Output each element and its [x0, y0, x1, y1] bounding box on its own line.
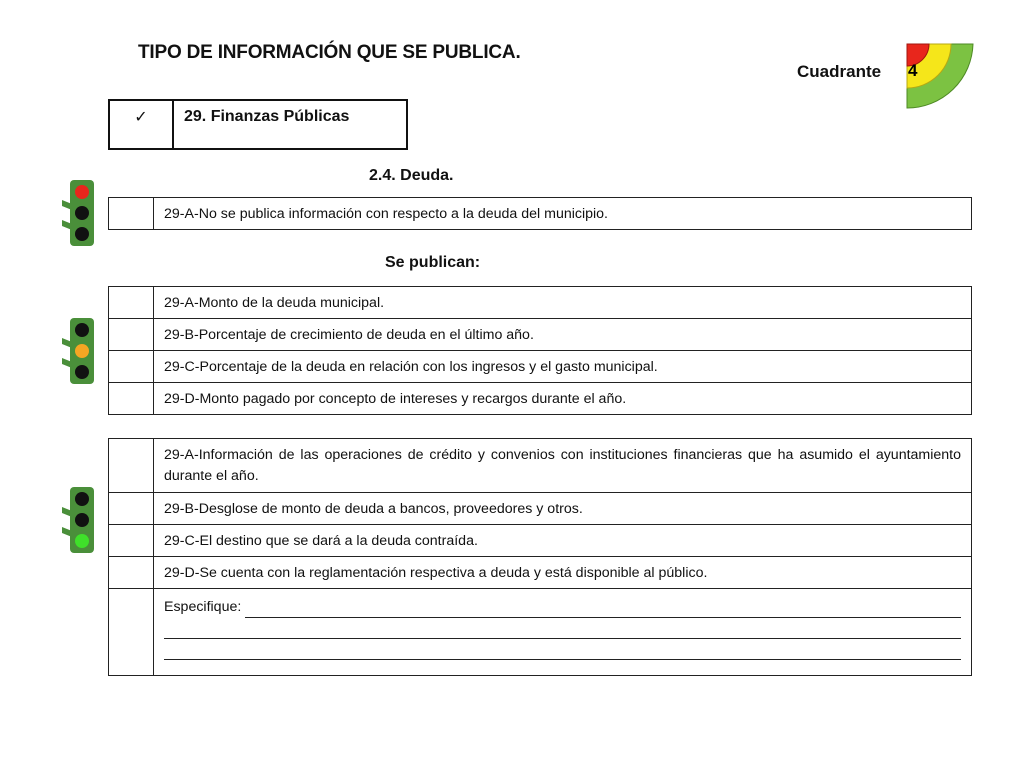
specify-cell[interactable]	[154, 589, 972, 676]
item-text: 29-B-Desglose de monto de deuda a bancos, proveedores y otros.	[154, 493, 972, 525]
traffic-light-yellow-icon	[60, 318, 94, 384]
checkbox-cell[interactable]	[109, 319, 154, 351]
page-title: TIPO DE INFORMACIÓN QUE SE PUBLICA.	[138, 42, 521, 63]
specify-line[interactable]	[164, 618, 961, 639]
section-title: 29. Finanzas Públicas	[173, 100, 407, 149]
item-text: 29-A-Monto de la deuda municipal.	[154, 287, 972, 319]
traffic-light-red-icon	[60, 180, 94, 246]
table-row	[109, 525, 972, 557]
published-advanced-table	[108, 438, 972, 676]
table-row	[109, 557, 972, 589]
specify-label: Especifique:	[164, 599, 242, 615]
table-row	[109, 589, 972, 676]
checkbox-cell[interactable]	[109, 439, 154, 493]
cuadrante-label: Cuadrante	[797, 62, 882, 81]
item-text: 29-D-Se cuenta con la reglamentación respectiva a deuda y está disponible al público.	[154, 557, 972, 589]
checkbox-cell[interactable]	[109, 287, 154, 319]
item-text: 29-C-El destino que se dará a la deuda contraída.	[154, 525, 972, 557]
item-text: 29-A-Información de las operaciones de crédito y convenios con instituciones financieras que ha asumido el ayuntamiento durante el año.	[154, 439, 972, 493]
cuadrante-number: 4	[908, 61, 918, 80]
table-row	[109, 319, 972, 351]
table-row	[109, 287, 972, 319]
specify-line[interactable]	[245, 603, 961, 618]
checkbox-cell[interactable]	[109, 589, 154, 676]
subsection-title: 2.4. Deuda.	[369, 167, 454, 184]
checkbox-cell[interactable]	[109, 351, 154, 383]
table-row	[109, 493, 972, 525]
specify-line[interactable]	[164, 639, 961, 660]
item-text: 29-A-No se publica información con respecto a la deuda del municipio.	[154, 198, 972, 230]
item-text: 29-D-Monto pagado por concepto de intereses y recargos durante el año.	[154, 383, 972, 415]
traffic-light-green-icon	[60, 487, 94, 553]
checkbox-cell[interactable]	[109, 557, 154, 589]
checkbox-cell[interactable]	[109, 525, 154, 557]
published-basic-table	[108, 286, 972, 415]
table-row	[109, 351, 972, 383]
checkbox-cell[interactable]	[109, 493, 154, 525]
table-row	[109, 383, 972, 415]
published-label: Se publican:	[385, 254, 481, 271]
no-info-table	[108, 197, 972, 230]
check-mark-icon: ✓	[109, 100, 173, 149]
item-text: 29-C-Porcentaje de la deuda en relación con los ingresos y el gasto municipal.	[154, 351, 972, 383]
checkbox-cell[interactable]	[109, 198, 154, 230]
checkbox-cell[interactable]	[109, 383, 154, 415]
table-row	[109, 439, 972, 493]
table-row	[109, 198, 972, 230]
item-text: 29-B-Porcentaje de crecimiento de deuda en el último año.	[154, 319, 972, 351]
section-header-table	[108, 99, 408, 150]
